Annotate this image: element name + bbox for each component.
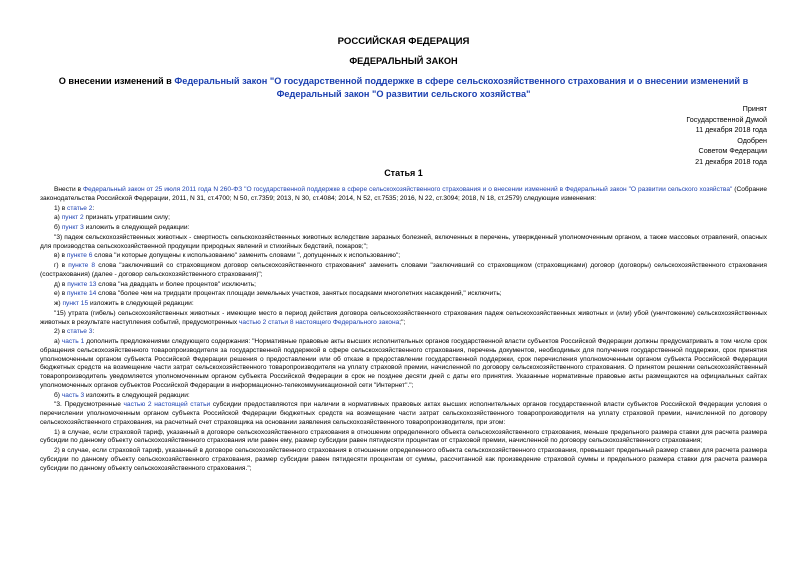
text: а) — [54, 338, 62, 345]
text: в) в — [54, 252, 67, 260]
paragraph — [40, 281, 767, 290]
text: слова "заключивший со страховщиком договор сельскохозяйственного страхования" заменить словами "заключивший со страховщиком (страховщиками) договор (договоры) сельскохозяйственного страхования (сострахования) (далее - договор сельскохозяйственного страхования)"; — [40, 262, 767, 278]
text: е) в — [54, 290, 68, 298]
article-8-part-2-link[interactable]: частью 2 статьи 8 настоящего Федерального закона — [238, 318, 400, 326]
point-3-link[interactable]: пункт 3 — [61, 224, 84, 231]
text: "15) утрата (гибель) сельскохозяйственных животных - имеющие место в период действия договора сельскохозяйственного страхования падеж сельскохозяйственных животных и (или) убой (уничтожение) сельскохозяйственных животных в результате наступления событий, предусмотренных — [40, 309, 767, 326]
law-reference-link[interactable]: Федеральный закон от 25 июля 2011 года N 260-ФЗ "О государственной поддержке в сфере сельскохозяйственного страхования и о внесении изменений в Федеральный закон "О развитии сельского хозяйства" — [83, 186, 733, 193]
paragraph — [40, 338, 767, 391]
law-title — [40, 75, 767, 101]
text: : — [92, 328, 95, 336]
text: изложить в следующей редакции: — [84, 391, 190, 399]
paragraph: 1) в случае, если страховой тариф, указанный в договоре сельскохозяйственного страхования в отношении определенного объекта сельскохозяйственного страхования, меньше предельного размера ставки для расчета размера субсидии по данному объекту сельскохозяйственного страхования или равен ему, размер субсидии равен пятидесяти процентам от страховой премии, начисленной по договору сельскохозяйственного страхования; — [40, 428, 767, 445]
text: б) — [54, 224, 62, 231]
law-title-link[interactable]: Федеральный закон "О государственной поддержке в сфере сельскохозяйственного страхования и о внесении изменений в Федеральный закон "О развитии сельского хозяйства" — [174, 76, 749, 99]
paragraph — [40, 310, 767, 328]
point-13-link[interactable]: пункте 13 — [67, 280, 97, 288]
text: ж) — [54, 300, 63, 307]
adoption-line: Государственной Думой — [686, 114, 767, 124]
paragraph — [40, 300, 767, 309]
point-8-link[interactable]: пункте 8 — [68, 262, 96, 269]
paragraph — [40, 290, 767, 299]
text: (Собрание законодательства Российской Федерации, 2011, N 31, ст.4700; N 50, ст.7359; 2013, N 30, ст.4084; 2014, N 52, ст.7535; 2016, N 22, ст.3094; 2018, N 18, ст.2579) следующие изменения: — [40, 186, 767, 202]
text: признать утратившим силу; — [83, 214, 170, 222]
text: а) — [54, 214, 62, 222]
adoption-block — [567, 104, 767, 168]
law-title-prefix: О внесении изменений в — [58, 76, 175, 86]
paragraph — [40, 328, 767, 337]
approval-line: Одобрен — [737, 135, 767, 145]
text: "3. Предусмотренные — [54, 401, 124, 409]
text: ;"; — [399, 318, 406, 326]
adoption-date: 11 декабря 2018 года — [695, 125, 767, 135]
adoption-line: Принят — [742, 104, 767, 113]
paragraph — [40, 186, 767, 204]
paragraph — [40, 262, 767, 280]
paragraph: "3) падеж сельскохозяйственных животных - смертность сельскохозяйственных животных вследствие заразных болезней, включенных в перечень, утвержденный уполномоченным органом, а также массовых отравлений, опасных для производства сельскохозяйственной продукции природных явлений и стихийных бедствий, пожаров;"; — [40, 233, 767, 250]
paragraph — [40, 214, 767, 223]
paragraph — [40, 252, 767, 261]
paragraph — [40, 401, 767, 427]
part-1-link[interactable]: часть 1 — [61, 338, 85, 345]
text: 1) в — [54, 204, 68, 212]
point-14-link[interactable]: пункте 14 — [67, 290, 97, 298]
text: 2) в — [54, 328, 68, 336]
text: д) в — [54, 280, 68, 288]
paragraph — [40, 205, 767, 214]
text: слова "на двадцать и более процентов" исключить; — [96, 280, 256, 288]
point-6-link[interactable]: пункте 6 — [66, 252, 93, 260]
approval-date: 21 декабря 2018 года — [695, 156, 767, 166]
paragraph — [40, 224, 767, 233]
text: изложить в следующей редакции: — [88, 300, 194, 307]
paragraph: 2) в случае, если страховой тариф, указанный в договоре сельскохозяйственного страхования в отношении определенного объекта сельскохозяйственного страхования, превышает предельный размер ставки для расчета размера субсидии по данному объекту сельскохозяйственного страхования, размер субсидии равен пятидесяти процентам от суммы, рассчитанной как произведение страховой суммы и предельного размера ставки для расчета размера субсидии по данному объекту сельскохозяйственного страхования."; — [40, 447, 767, 472]
text: б) — [54, 391, 62, 399]
point-2-link[interactable]: пункт 2 — [61, 214, 84, 222]
text: г) в — [54, 262, 69, 269]
text: слова "и которые допущены к использованию" заменить словами ", допущенных к использованию"; — [92, 252, 401, 260]
part-2-this-article-link[interactable]: частью 2 настоящей статьи — [123, 401, 211, 409]
article-2-link[interactable]: статье 2 — [67, 204, 93, 212]
paragraph — [40, 392, 767, 401]
article-heading: Статья 1 — [384, 168, 423, 178]
article-3-link[interactable]: статье 3 — [67, 328, 93, 336]
text: : — [92, 204, 95, 212]
approval-line: Советом Федерации — [698, 146, 767, 156]
country-heading: РОССИЙСКАЯ ФЕДЕРАЦИЯ — [337, 36, 470, 47]
text: дополнить предложениями следующего содержания: "Нормативные правовые акты высших исполнительных органов государственной власти субъектов Российской Федерации должны предусматривать в том числе срок обращения сельскохозяйственного товаропроизводителя за государственной поддержкой в сфере сельскохозяйственного страхования, перечень документов, необходимых для получения государственной поддержки, срок принятия уполномоченным органом субъекта Российской Федерации решения о предоставлении или об отказе в предоставлении государственной поддержки, срок перечисления уполномоченным органом субъекта Российской Федерации бюджетных средств на возмещение части затрат сельскохозяйственного товаропроизводителя на уплату страховой премии, начисленной по договору сельскохозяйственного страхования. О принятом решении сельскохозяйственный товаропроизводитель уведомляется уполномоченным органом субъекта Российской Федерации в срок не позднее десяти дней с даты его принятия. Указанные нормативные правовые акты размещаются на официальных сайтах уполномоченных органов субъектов Российской Федерации в информационно-телекоммуникационной сети "Интернет"."; — [40, 338, 767, 389]
part-3-link[interactable]: часть 3 — [61, 391, 85, 399]
text: слова "более чем на тридцати процентах площади земельных участков, занятых посадками многолетних насаждений," исключить; — [96, 290, 502, 298]
law-type-heading: ФЕДЕРАЛЬНЫЙ ЗАКОН — [349, 56, 458, 66]
text: изложить в следующей редакции: — [83, 224, 190, 231]
text: Внести в — [54, 186, 84, 193]
point-15-link[interactable]: пункт 15 — [62, 300, 89, 307]
article-body — [40, 186, 767, 474]
text: субсидии предоставляются при наличии в нормативных правовых актах высших исполнительных органов государственной власти субъектов Российской Федерации условия о перечислении уполномоченным органом субъекта Российской Федерации бюджетных средств на возмещение части затрат сельскохозяйственного товаропроизводителя на уплату страховой премии, начисленной по договору сельскохозяйственного страхования, на расчетный счет страховщика на основании заявления сельскохозяйственного товаропроизводителя, при этом: — [40, 401, 767, 426]
